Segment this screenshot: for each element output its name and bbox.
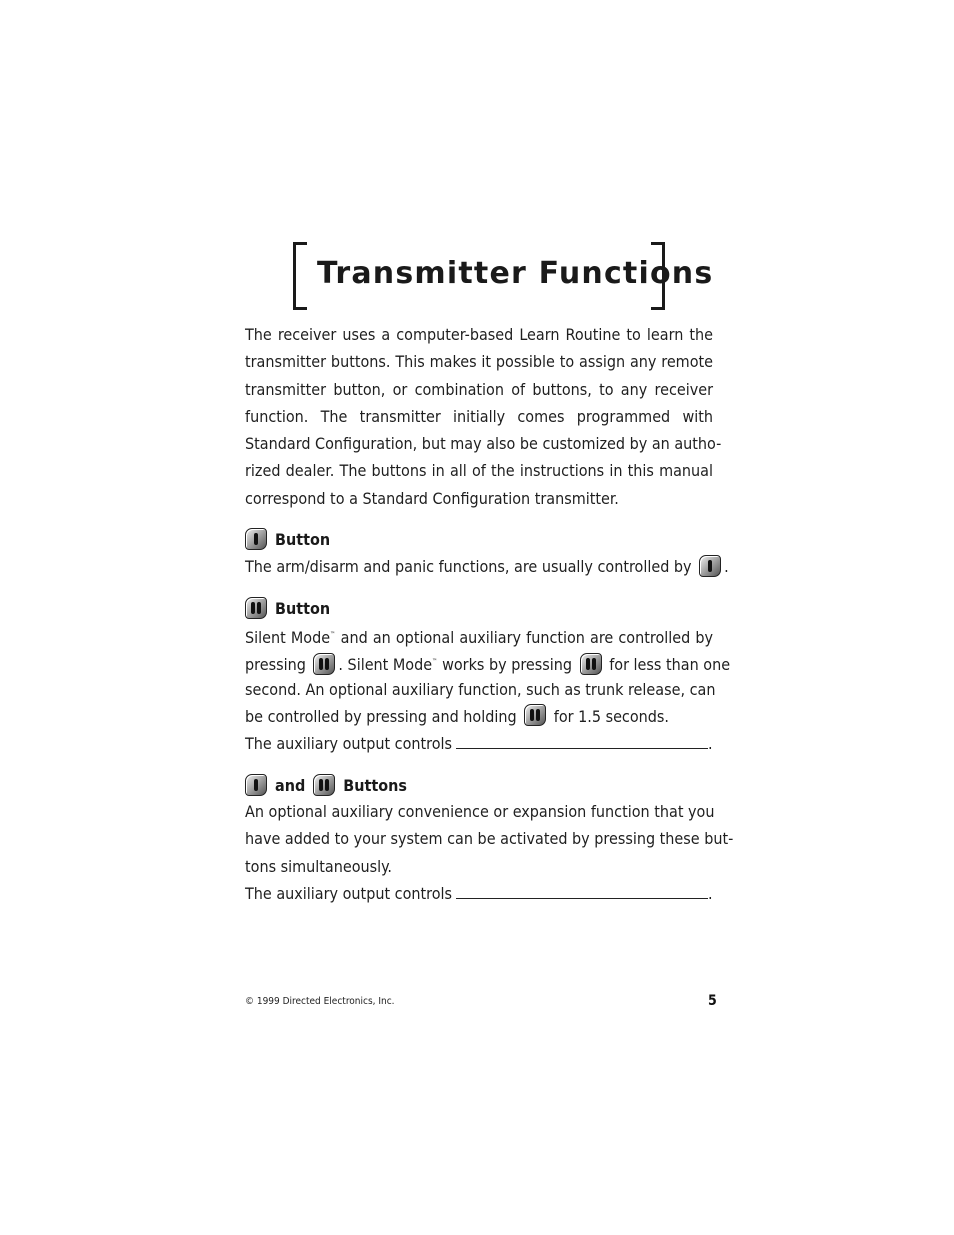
section2-paragraph bbox=[245, 621, 731, 757]
right-bracket bbox=[651, 242, 665, 310]
section2-line: second. An optional auxiliary function, such as trunk release, can bbox=[245, 679, 716, 699]
intro-line: correspond to a Standard Configuration transmitter. bbox=[245, 488, 619, 508]
button-two-icon bbox=[245, 597, 267, 619]
section1-line: The arm/disarm and panic functions, are usually controlled by . bbox=[245, 553, 713, 580]
copyright-notice: © 1999 Directed Electronics, Inc. bbox=[245, 996, 395, 1007]
button-two-icon bbox=[313, 774, 335, 796]
section1-heading-label: Button bbox=[275, 529, 331, 549]
intro-line: function. The transmitter initially comes programmed with bbox=[245, 406, 713, 426]
section2-line: pressing . Silent Mode™ works by pressing for less than one bbox=[245, 648, 713, 675]
page-number: 5 bbox=[708, 993, 717, 1009]
section1-paragraph bbox=[245, 553, 729, 580]
fill-in-blank bbox=[456, 884, 708, 899]
intro-line: transmitter button, or combination of buttons, to any receiver bbox=[245, 379, 713, 399]
button-one-icon bbox=[699, 555, 721, 577]
section3-line: tons simultaneously. bbox=[245, 856, 392, 876]
section3-line: have added to your system can be activated by pressing these but- bbox=[245, 829, 734, 849]
button-two-icon bbox=[580, 653, 602, 675]
fill-in-blank bbox=[456, 734, 708, 749]
intro-line: rized dealer. The buttons in all of the instructions in this manual bbox=[245, 461, 713, 481]
intro-paragraph bbox=[245, 321, 722, 512]
page-title: Transmitter Functions bbox=[317, 256, 714, 291]
section3-heading bbox=[245, 773, 407, 797]
intro-line: transmitter buttons. This makes it possible to assign any remote bbox=[245, 352, 713, 372]
section1-heading bbox=[245, 527, 330, 551]
intro-line: Standard Configuration, but may also be customized by an autho- bbox=[245, 434, 722, 454]
left-bracket bbox=[293, 242, 307, 310]
button-two-icon bbox=[313, 653, 335, 675]
section3-blank-line: The auxiliary output controls . bbox=[245, 883, 713, 903]
section3-paragraph bbox=[245, 798, 734, 907]
section2-heading bbox=[245, 596, 330, 620]
button-two-icon bbox=[524, 704, 546, 726]
section2-line: Silent Mode™ and an optional auxiliary function are controlled by bbox=[245, 628, 714, 647]
section3-line: An optional auxiliary convenience or expansion function that you bbox=[245, 802, 715, 821]
section3-and-label: and bbox=[275, 775, 306, 795]
section2-blank-line: The auxiliary output controls . bbox=[245, 734, 713, 754]
button-one-icon bbox=[245, 774, 267, 796]
section2-heading-label: Button bbox=[275, 598, 331, 618]
section2-line: be controlled by pressing and holding for 1.5 seconds. bbox=[245, 703, 713, 730]
section3-heading-label: Buttons bbox=[343, 775, 407, 795]
intro-line: The receiver uses a computer-based Learn Routine to learn the bbox=[245, 325, 713, 344]
title-block bbox=[293, 242, 714, 310]
button-one-icon bbox=[245, 528, 267, 550]
